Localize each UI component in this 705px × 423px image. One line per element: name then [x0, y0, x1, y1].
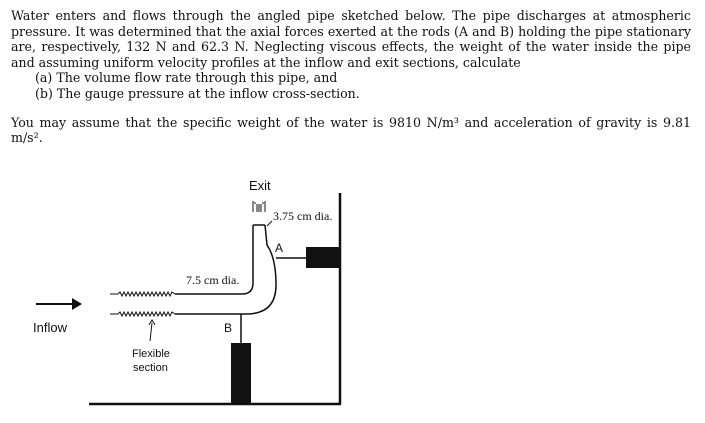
rod-a-label: A — [275, 241, 284, 255]
flexible-label-line2: section — [133, 362, 168, 374]
inlet-dia-label: 7.5 cm dia. — [186, 273, 240, 287]
inflow-label: Inflow — [33, 320, 67, 335]
exit-flow-marks — [253, 201, 265, 212]
part-b: (b) The gauge pressure at the inflow cross-section. — [35, 85, 360, 101]
pipe-outline — [175, 225, 276, 314]
flexible-label-line1: Flexible — [132, 348, 170, 360]
inflow-arrow — [36, 298, 82, 310]
part-a: (a) The volume flow rate through this pipe, and — [35, 70, 338, 86]
rod-b-label: B — [224, 321, 233, 335]
exit-dia-label: 3.75 cm dia. — [273, 209, 333, 223]
rod-a — [276, 247, 340, 268]
exit-dia-leader — [267, 221, 272, 226]
problem-intro: Water enters and flows through the angled pipe sketched below. The pipe discharges at atmospheric pressure. It was determined that the axial forces exerted at the rods (A and B) holding the pipe stationary are, respectively, 132 N and 62.3 N. Neglecting viscous effects, the weight of the water inside the pipe and assuming uniform velocity profiles at the inflow and exit sections, calculate — [11, 8, 691, 70]
rod-b — [231, 314, 251, 404]
support-frame — [89, 193, 341, 404]
assumption-text: You may assume that the specific weight of the water is 9810 N/m³ and acceleration of gravity is 9.81 m/s². — [11, 114, 691, 146]
exit-label: Exit — [249, 178, 271, 193]
flexible-section — [110, 292, 175, 341]
